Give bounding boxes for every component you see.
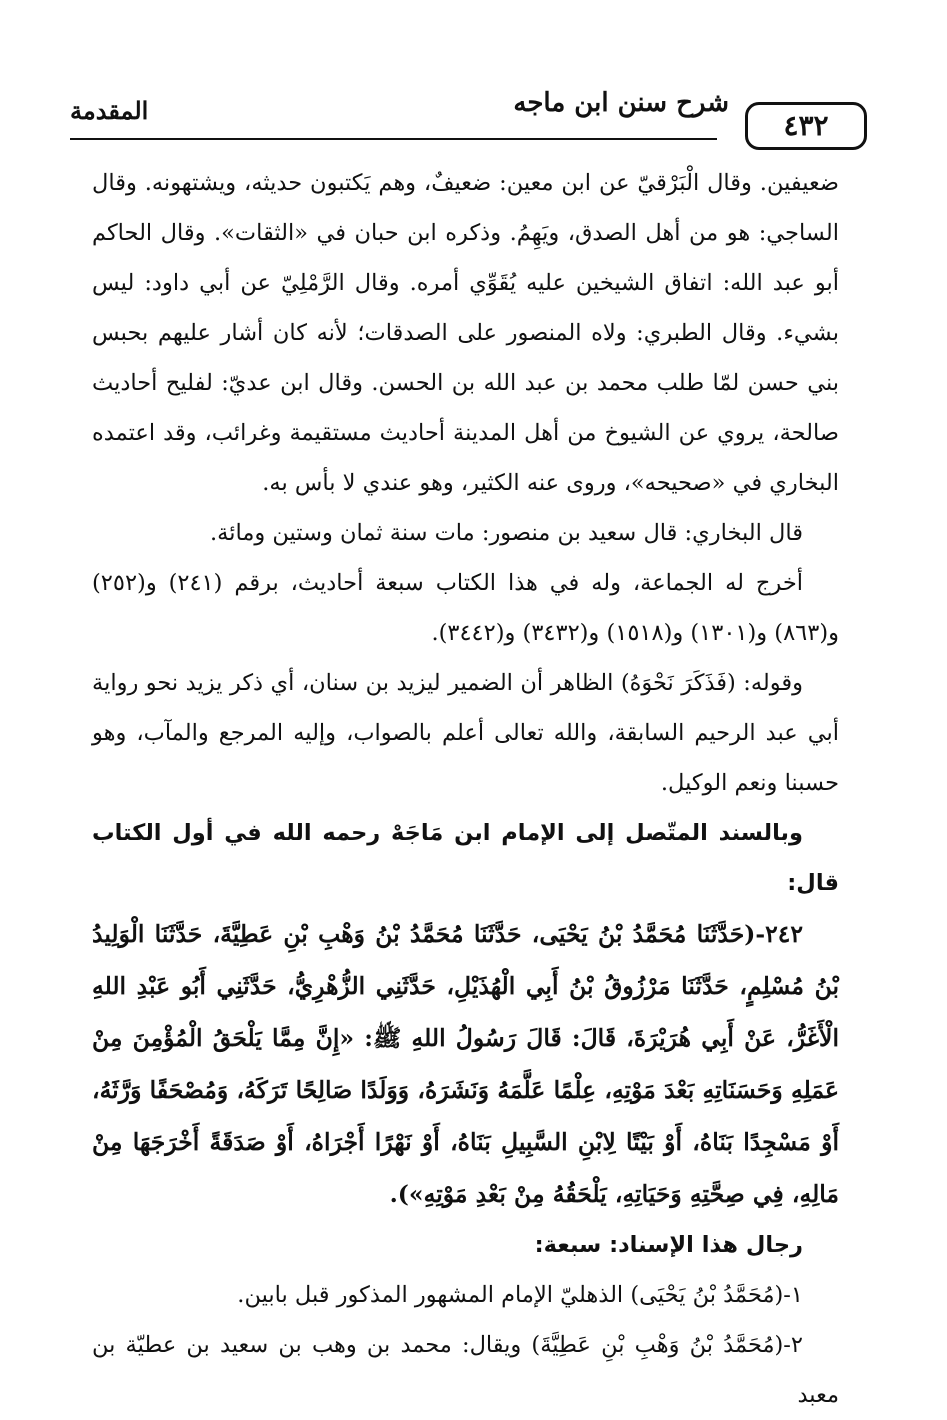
paragraph-commentary: وقوله: (فَذَكَرَ نَحْوَهُ) الظاهر أن الضمير ليزيد بن سنان، أي ذكر يزيد نحو رواية أبي عبد الرحيم السابقة، والله تعالى أعلم بالصواب، وإليه المرجع والمآب، وهو حسبنا ونعم الوكيل.: [92, 670, 839, 796]
paragraph-narrator-grading: ضعيفين. وقال الْبَرْقيّ عن ابن معين: ضعيفٌ، وهم يَكتبون حديثه، ويشتهونه. وقال الساجي: هو من أهل الصدق، ويَهِمُ. وذكره ابن حبان في «الثقات». وقال الحاكم أبو عبد الله: اتفاق الشيخين عليه يُقَوِّي أمره. وقال الرَّمْلِيّ عن أبي داود: ليس بشيء. وقال الطبري: ولاه المنصور على الصدقات؛ لأنه كان أشار عليهم بحبس بني حسن لمّا طلب محمد بن عبد الله بن الحسن. وقال ابن عديّ: لفليح أحاديث صالحة، يروي عن الشيوخ من أهل المدينة أحاديث مستقيمة وغرائب، وقد اعتمده البخاري في «صحيحه»، وروى عنه الكثير، وهو عندي لا بأس به.: [92, 170, 839, 496]
narrator-item-2: ٢-(مُحَمَّدُ بْنُ وَهْبِ بْنِ عَطِيَّةَ) ويقال: محمد بن وهب بن سعيد بن عطيّة بن معبد: [92, 1332, 839, 1408]
paragraph-death-date: قال البخاري: قال سعيد بن منصور: مات سنة ثمان وستين ومائة.: [209, 520, 803, 546]
chapter-title: المقدمة: [70, 96, 149, 125]
page-header: [70, 88, 867, 150]
paragraph-hadith-count: أخرج له الجماعة، وله في هذا الكتاب سبعة أحاديث، برقم (٢٤١) و(٢٥٢) و(٨٦٣) و(١٣٠١) و(١٥١٨) و(٣٤٣٢) و(٣٤٤٢).: [92, 570, 839, 646]
book-title: شرح سنن ابن ماجه: [513, 88, 729, 118]
rijal-heading: رجال هذا الإسناد: سبعة:: [534, 1232, 803, 1258]
narrator-item-1: ١-(مُحَمَّدُ بْنُ يَحْيَى) الذهليّ الإمام المشهور المذكور قبل بابين.: [237, 1282, 803, 1308]
page-body: [92, 158, 839, 1420]
page-number: ٤٣٢: [745, 102, 867, 150]
isnad-heading: وبالسند المتّصل إلى الإمام ابن مَاجَهْ رحمه الله في أول الكتاب قال:: [92, 820, 839, 896]
header-rule: [70, 138, 717, 140]
hadith-text: ٢٤٢-(حَدَّثَنَا مُحَمَّدُ بْنُ يَحْيَى، حَدَّثَنَا مُحَمَّدُ بْنُ وَهْبِ بْنِ عَطِيَّةَ، حَدَّثَنَا الْوَلِيدُ بْنُ مُسْلِمٍ، حَدَّثَنَا مَرْزُوقُ بْنُ أَبِي الْهُذَيْلِ، حَدَّثَنِي الزُّهْرِيُّ، حَدَّثَنِي أَبُو عَبْدِ اللهِ الْأَغَرُّ، عَنْ أَبِي هُرَيْرَةَ، قَالَ: قَالَ رَسُولُ اللهِ ﷺ: «إِنَّ مِمَّا يَلْحَقُ الْمُؤْمِنَ مِنْ عَمَلِهِ وَحَسَنَاتِهِ بَعْدَ مَوْتِهِ، عِلْمًا عَلَّمَهُ وَنَشَرَهُ، وَوَلَدًا صَالِحًا تَرَكَهُ، وَمُصْحَفًا وَرَّثَهُ، أَوْ مَسْجِدًا بَنَاهُ، أَوْ بَيْتًا لِابْنِ السَّبِيلِ بَنَاهُ، أَوْ نَهْرًا أَجْرَاهُ، أَوْ صَدَقَةً أَخْرَجَهَا مِنْ مَالِهِ، فِي صِحَّتِهِ وَحَيَاتِهِ، يَلْحَقُهُ مِنْ بَعْدِ مَوْتِهِ»).: [92, 920, 839, 1208]
